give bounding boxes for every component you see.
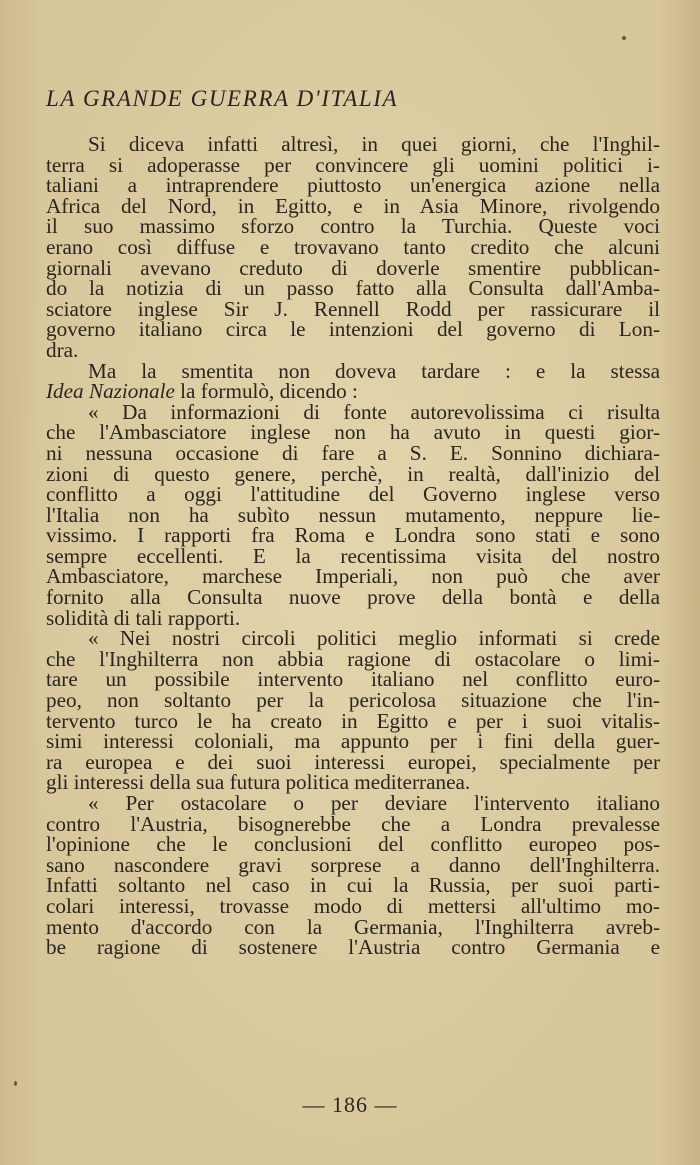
text-line: erano così diffuse e trovavano tanto credito che alcuni (46, 234, 660, 259)
text-line: Africa del Nord, in Egitto, e in Asia Minore, rivolgendo (46, 193, 660, 218)
text-line: sciatore inglese Sir J. Rennell Rodd per rassicurare il (46, 296, 660, 321)
text-line: be ragione di sostenere l'Austria contro Germania e (46, 935, 660, 960)
text-line: colari interessi, trovasse modo di mettersi all'ultimo mo- (46, 893, 660, 918)
text-line: Ma la smentita non doveva tardare : e la stessa (88, 358, 660, 383)
text-line: « Nei nostri circoli politici meglio informati si crede (88, 626, 660, 651)
text-line: ra europea e dei suoi interessi europei, specialmente per (46, 749, 660, 774)
text-line: solidità di tali rapporti. (46, 605, 241, 630)
text-line: zioni di questo genere, perchè, in realtà, dall'inizio del (46, 461, 660, 486)
text-line: taliani a intraprendere piuttosto un'energica azione nella (46, 173, 660, 198)
text-line: peo, non soltanto per la pericolosa situazione che l'in- (46, 688, 660, 713)
italic-title: Idea Nazionale (46, 379, 175, 404)
text-line: do la notizia di un passo fatto alla Consulta dall'Amba- (46, 276, 660, 301)
paper-speck (14, 1081, 17, 1086)
text-line: tare un possibile intervento italiano nel conflitto euro- (46, 667, 660, 692)
running-head: LA GRANDE GUERRA D'ITALIA (46, 86, 399, 111)
text-line: terra si adoperasse per convincere gli uomini politici i- (46, 152, 660, 177)
text-line: fornito alla Consulta nuove prove della bontà e della (46, 585, 660, 610)
text-line: « Per ostacolare o per deviare l'intervento italiano (88, 791, 660, 815)
text-line: governo italiano circa le intenzioni del governo di Lon- (46, 317, 660, 342)
text-line: ni nessuna occasione di fare a S. E. Sonnino dichiara- (46, 440, 660, 465)
text-line: sempre eccellenti. E la recentissima visita del nostro (46, 543, 660, 568)
paragraph-4 (46, 628, 660, 793)
text-line: che l'Inghilterra non abbia ragione di ostacolare o limi- (46, 646, 660, 671)
paragraph-1 (46, 134, 660, 361)
page-number: — 186 — (302, 1092, 398, 1117)
body-text (46, 134, 660, 958)
paragraph-3 (46, 399, 660, 630)
text-line: dra. (46, 337, 79, 362)
text-line: « Da informazioni di fonte autorevolissima ci risulta (88, 399, 660, 424)
text-line: contro l'Austria, bisognerebbe che a Londra prevalesse (46, 811, 660, 836)
text-line: Si diceva infatti altresì, in quei giorni, che l'Inghil- (88, 132, 660, 156)
paragraph-2 (46, 358, 660, 404)
text-line (46, 381, 660, 402)
text-line: mento d'accordo con la Germania, l'Inghilterra avreb- (46, 914, 660, 939)
paragraph-5 (46, 793, 660, 958)
text-line: Infatti soltanto nel caso in cui la Russia, per suoi parti- (46, 873, 660, 898)
paper-speck (622, 36, 626, 40)
text-fragment: la formulò, dicendo : (174, 379, 358, 404)
text-line: vissimo. I rapporti fra Roma e Londra sono stati e sono (46, 523, 660, 548)
text-line: gli interessi della sua futura politica mediterranea. (46, 770, 471, 795)
text-line: Ambasciatore, marchese Imperiali, non può che aver (46, 564, 660, 589)
text-line: tervento turco le ha creato in Egitto e per i suoi vitalis- (46, 708, 660, 733)
text-line: simi interessi coloniali, ma appunto per i fini della guer- (46, 729, 660, 754)
text-line: conflitto a oggi l'attitudine del Governo inglese verso (46, 482, 660, 507)
text-line: l'Italia non ha subìto nessun mutamento, neppure lie- (46, 502, 660, 527)
text-line: il suo massimo sforzo contro la Turchia. Queste voci (46, 214, 660, 239)
text-line: l'opinione che le conclusioni del conflitto europeo pos- (46, 832, 660, 857)
text-line: sano nascondere gravi sorprese a danno dell'Inghilterra. (46, 852, 660, 877)
text-line: che l'Ambasciatore inglese non ha avuto in questi gior- (46, 420, 660, 445)
text-line: giornali avevano creduto di doverle smentire pubblican- (46, 255, 660, 280)
